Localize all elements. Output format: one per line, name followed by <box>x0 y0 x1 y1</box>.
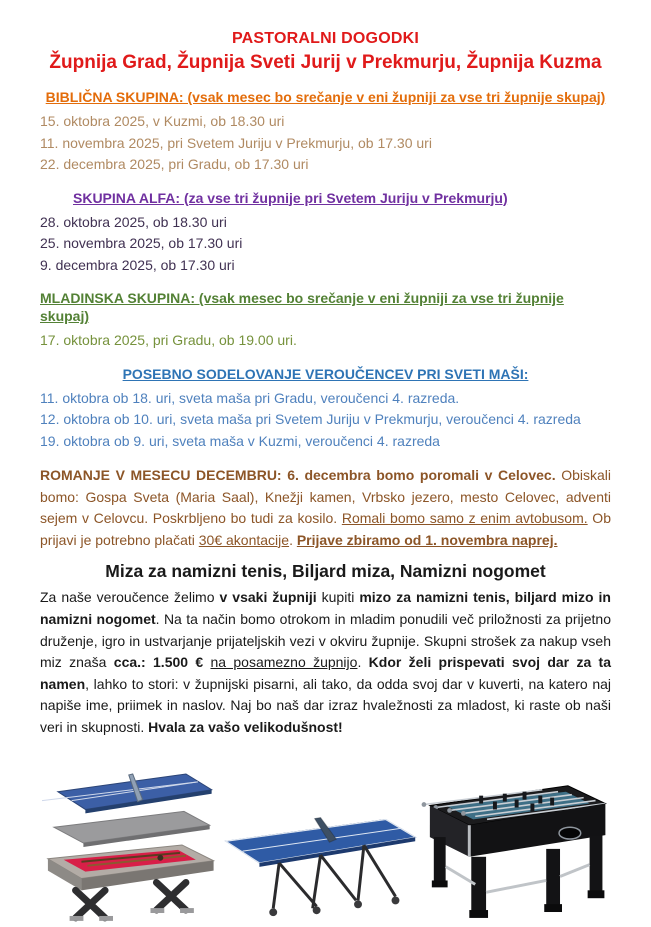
pilgrimage-paragraph <box>40 465 611 551</box>
text-segment: , lahko to stori: v župnijski pisarni, ali tako, da odda svoj dar v kuverti, na katero naj napiše ime, priimek in naslov. Naj bo naš dar izraz hvaležnosti za mladost, ki raste ob naši veri in skupnosti. <box>40 675 611 735</box>
event-date-line: 12. oktobra ob 10. uri, sveta maša pri Svetem Juriju v Prekmurju, veroučenci 4. razreda <box>40 411 581 427</box>
combo-game-table-image <box>42 759 218 927</box>
event-date-line: 15. oktobra 2025, v Kuzmi, ob 18.30 uri <box>40 113 285 129</box>
table-tennis-table-image <box>218 789 420 927</box>
text-segment: . <box>289 531 297 548</box>
section-items-biblicna <box>40 111 611 176</box>
section-posebno-sodelovanje <box>40 365 611 453</box>
text-segment: Kdor želi prispevati svoj dar za ta namen <box>40 654 611 692</box>
text-segment: Prijave zbiramo od 1. novembra naprej. <box>296 531 558 548</box>
event-date-line: 28. oktobra 2025, ob 18.30 uri <box>40 213 227 230</box>
text-segment: . Na ta način bomo otrokom in mladim ponudili več priložnosti za prijetno druženje, igro in ustvarjanje prijateljskih vezi v okviru župnije. Skupni strošek za nakup vseh miz znaša <box>40 610 611 671</box>
text-segment: Obiskali bomo: Gospa Sveta (Maria Saal), Knežji kamen, Vrbsko jezero, mesto Celovec, adventi sejem v Celovcu. Poskrbljeno bo tudi za kosilo. <box>40 467 611 527</box>
text-segment: mizo za namizni tenis, biljard mizo in namizni nogomet <box>40 589 611 627</box>
product-images-row <box>40 757 611 927</box>
text-segment: ROMANJE V MESECU DECEMBRU: 6. decembra bomo poromali v Celovec. <box>40 467 562 483</box>
page-title: PASTORALNI DOGODKI <box>231 30 419 47</box>
text-segment: cca.: 1.500 € <box>113 654 204 671</box>
event-date-line: 11. oktobra ob 18. uri, sveta maša pri Gradu, veroučenci 4. razreda. <box>40 389 460 406</box>
text-segment: na posamezno župnijo <box>210 654 358 671</box>
page-subtitle: Župnija Grad, Župnija Sveti Jurij v Prekmurju, Župnija Kuzma <box>49 52 602 73</box>
text-segment: Hvala za vašo velikodušnost! <box>148 718 343 735</box>
section-heading-skupina-alfa: SKUPINA ALFA: (za vse tri župnije pri Svetem Juriju v Prekmurju) <box>73 189 508 206</box>
event-date-line: 9. decembra 2025, ob 17.30 uri <box>40 256 235 273</box>
section-heading-biblicna: BIBLIČNA SKUPINA: (vsak mesec bo srečanje v eni župniji za vse tri župnije skupaj) <box>45 89 606 105</box>
section-mladinska-skupina <box>40 289 611 352</box>
foosball-table-image <box>420 757 609 927</box>
event-date-line: 25. novembra 2025, ob 17.30 uri <box>40 235 243 251</box>
section-biblicna-skupina <box>40 88 611 176</box>
text-segment: Romali bomo samo z enim avtobusom. <box>341 510 588 527</box>
text-segment: . <box>357 654 369 671</box>
section-items-skupina-alfa <box>40 212 611 277</box>
section-items-mladinska <box>40 330 611 352</box>
event-date-line: 22. decembra 2025, pri Gradu, ob 17.30 uri <box>40 156 309 172</box>
text-segment: Za naše veroučence želimo <box>40 589 220 606</box>
ball-return-icon <box>559 827 581 839</box>
tables-heading: Miza za namizni tenis, Biljard miza, Namizni nogomet <box>105 561 546 582</box>
text-segment: v vsaki župniji <box>219 589 317 606</box>
event-date-line: 17. oktobra 2025, pri Gradu, ob 19.00 uri. <box>40 332 297 348</box>
event-date-line: 11. novembra 2025, pri Svetem Juriju v Prekmurju, ob 17.30 uri <box>40 134 432 151</box>
text-segment: Ob prijavi je potrebno plačati <box>40 510 611 548</box>
section-heading-mladinska: MLADINSKA SKUPINA: (vsak mesec bo srečanje v eni župniji za vse tri župnije skupaj) <box>40 290 564 324</box>
donation-paragraph <box>40 587 611 738</box>
section-skupina-alfa <box>40 189 611 277</box>
section-heading-posebno: POSEBNO SODELOVANJE VEROUČENCEV PRI SVETI MAŠI: <box>122 365 529 382</box>
text-segment: 30€ akontacije <box>198 531 290 548</box>
text-segment: kupiti <box>316 589 360 606</box>
event-date-line: 19. oktobra ob 9. uri, sveta maša v Kuzmi, veroučenci 4. razreda <box>40 432 440 449</box>
section-items-posebno <box>40 388 611 453</box>
